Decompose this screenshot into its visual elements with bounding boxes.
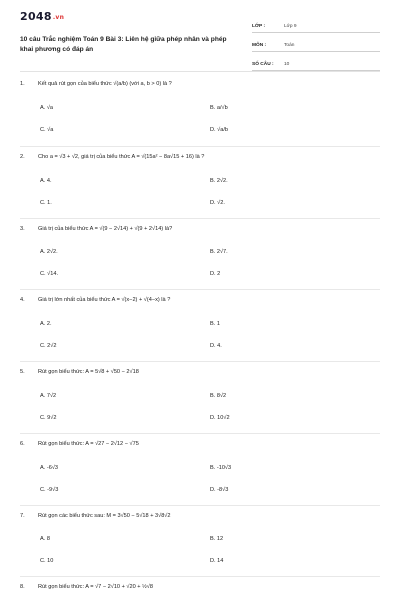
- question-number: 8.: [20, 584, 25, 590]
- question-divider: [20, 218, 380, 219]
- question-item: [20, 583, 380, 591]
- answer-option[interactable]: C. -9√3: [40, 487, 59, 493]
- answer-option[interactable]: D. 14: [210, 558, 224, 564]
- answer-option[interactable]: A. 4.: [40, 178, 52, 184]
- question-number: 4.: [20, 297, 25, 303]
- question-item: [20, 296, 380, 304]
- meta-value: Lớp 9: [284, 24, 297, 29]
- answer-option[interactable]: A. √a: [40, 105, 54, 111]
- question-divider: [20, 146, 380, 147]
- answer-option[interactable]: C. 2√2: [40, 343, 57, 349]
- page-title: 10 câu Trắc nghiệm Toán 9 Bài 3: Liên hệ giữa phép nhân và phép khai phương có đáp án: [20, 36, 227, 53]
- answer-option[interactable]: B. 2√2.: [210, 178, 228, 184]
- meta-label: SỐ CÂU :: [252, 62, 274, 67]
- meta-row-count: [252, 52, 380, 71]
- answer-option[interactable]: D. 2: [210, 271, 221, 277]
- logo-text: 2048: [20, 10, 52, 23]
- answer-option[interactable]: A. -6√3: [40, 465, 58, 471]
- question-text: Giá trị lớn nhất của biểu thức A = √(x−2) + √(4−x) là ?: [38, 297, 171, 303]
- question-item: [20, 153, 380, 161]
- question-text: Rút gọn biểu thức: A = 5√8 + √50 − 2√18: [38, 369, 139, 375]
- question-item: [20, 440, 380, 448]
- question-divider: [20, 433, 380, 434]
- question-divider: [20, 361, 380, 362]
- answer-option[interactable]: C. √14.: [40, 271, 58, 277]
- question-number: 6.: [20, 441, 25, 447]
- meta-label: LỚP :: [252, 24, 266, 29]
- meta-label: MÔN :: [252, 43, 267, 48]
- question-item: [20, 512, 380, 520]
- answer-option[interactable]: D. 10√2: [210, 415, 230, 421]
- answer-option[interactable]: C. 9√2: [40, 415, 57, 421]
- question-text: Kết quả rút gọn của biểu thức √(a/b) (với a, b > 0) là ?: [38, 81, 172, 87]
- header-divider: [20, 71, 380, 72]
- answer-option[interactable]: C. √a: [40, 127, 54, 133]
- question-number: 5.: [20, 369, 25, 375]
- question-text: Rút gọn biểu thức: A = √7 − 2√10 + √20 + ½√8: [38, 584, 153, 590]
- meta-panel: [252, 14, 380, 71]
- answer-option[interactable]: A. 2√2.: [40, 249, 58, 255]
- answer-option[interactable]: D. √a/b: [210, 127, 228, 133]
- answer-option[interactable]: A. 2.: [40, 321, 52, 327]
- answer-option[interactable]: B. 8√2: [210, 393, 227, 399]
- answer-option[interactable]: A. 8: [40, 536, 50, 542]
- answer-option[interactable]: C. 1.: [40, 200, 52, 206]
- question-text: Cho a = √3 + √2, giá trị của biểu thức A = √(15a² − 8a√15 + 16) là ?: [38, 154, 205, 160]
- question-number: 1.: [20, 81, 25, 87]
- answer-option[interactable]: A. 7√2: [40, 393, 57, 399]
- logo-suffix: .vn: [52, 13, 65, 21]
- question-divider: [20, 289, 380, 290]
- question-item: [20, 368, 380, 376]
- answer-option[interactable]: C. 10: [40, 558, 54, 564]
- question-number: 2.: [20, 154, 25, 160]
- answer-option[interactable]: B. a/√b: [210, 105, 228, 111]
- answer-option[interactable]: B. 2√7.: [210, 249, 228, 255]
- question-item: [20, 225, 380, 233]
- question-item: [20, 80, 380, 88]
- question-number: 7.: [20, 513, 25, 519]
- meta-value: Toán: [284, 43, 295, 48]
- answer-option[interactable]: D. -8√3: [210, 487, 229, 493]
- answer-option[interactable]: B. -10√3: [210, 465, 232, 471]
- answer-option[interactable]: D. 4.: [210, 343, 222, 349]
- meta-value: 10: [284, 62, 290, 67]
- question-text: Giá trị của biểu thức A = √(9 − 2√14) + √(9 + 2√14) là?: [38, 226, 173, 232]
- question-number: 3.: [20, 226, 25, 232]
- meta-row-class: [252, 14, 380, 33]
- question-text: Rút gọn biểu thức: A = √27 − 2√12 − √75: [38, 441, 139, 447]
- answer-option[interactable]: B. 12: [210, 536, 224, 542]
- site-logo[interactable]: [20, 10, 64, 23]
- meta-row-subject: [252, 33, 380, 52]
- answer-option[interactable]: D. √2.: [210, 200, 225, 206]
- answer-option[interactable]: B. 1: [210, 321, 220, 327]
- question-text: Rút gọn các biểu thức sau: M = 3√50 − 5√18 + 3√8√2: [38, 513, 171, 519]
- question-divider: [20, 505, 380, 506]
- question-divider: [20, 576, 380, 577]
